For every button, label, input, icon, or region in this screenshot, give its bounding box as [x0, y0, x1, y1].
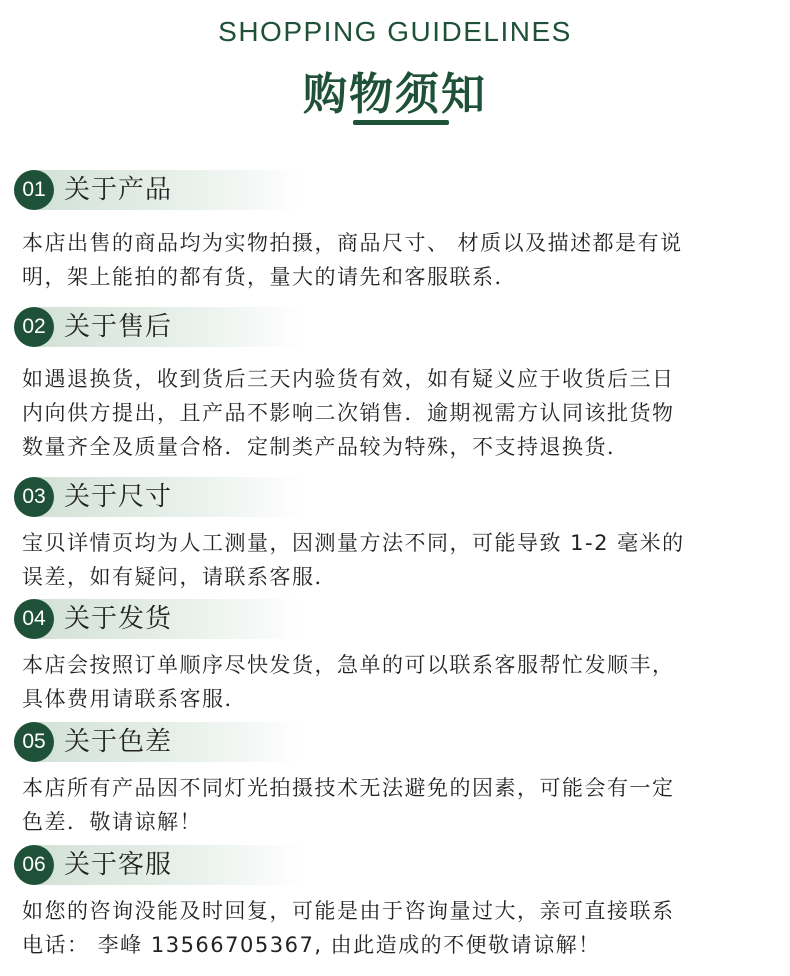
section-title: 关于客服: [64, 850, 173, 880]
section-number-badge: 05: [14, 722, 54, 762]
section-05-body: [22, 771, 772, 839]
section-06-body: [22, 894, 772, 962]
section-04-body: [22, 648, 772, 716]
body-line: 如您的咨询没能及时回复，可能是由于咨询量过大，亲可直接联系: [22, 899, 675, 923]
body-line: 误差，如有疑问，请联系客服．: [22, 565, 337, 589]
section-01-body: [22, 226, 772, 294]
body-line: 宝贝详情页均为人工测量，因测量方法不同，可能导致 1-2 毫米的: [22, 531, 685, 555]
body-line: 本店所有产品因不同灯光拍摄技术无法避免的因素，可能会有一定: [22, 776, 675, 800]
chinese-title: 购物须知: [303, 69, 487, 120]
section-number-badge: 02: [14, 307, 54, 347]
section-title: 关于发货: [64, 604, 173, 634]
section-01-heading: [14, 170, 304, 210]
section-title: 关于产品: [64, 175, 173, 205]
section-04-heading: [14, 599, 304, 639]
body-line: 本店出售的商品均为实物拍摄，商品尺寸、 材质以及描述都是有说: [22, 231, 683, 255]
body-line: 数量齐全及质量合格．定制类产品较为特殊，不支持退换货．: [22, 435, 630, 459]
section-06-heading: [14, 845, 304, 885]
section-03-body: [22, 526, 772, 594]
body-line: 明，架上能拍的都有货，量大的请先和客服联系．: [22, 265, 517, 289]
section-number-badge: 06: [14, 845, 54, 885]
english-title: SHOPPING GUIDELINES: [218, 16, 572, 47]
body-line: 本店会按照订单顺序尽快发货，急单的可以联系客服帮忙发顺丰，: [22, 653, 675, 677]
body-line: 内向供方提出，且产品不影响二次销售．逾期视需方认同该批货物: [22, 401, 675, 425]
section-number-badge: 01: [14, 170, 54, 210]
body-line: 具体费用请联系客服．: [22, 687, 247, 711]
body-line: 电话： 李峰 13566705367, 由此造成的不便敬请谅解！: [22, 933, 601, 957]
section-05-heading: [14, 722, 304, 762]
section-title: 关于尺寸: [64, 482, 173, 512]
section-02-body: [22, 362, 772, 464]
title-underline: [353, 120, 449, 125]
body-line: 色差．敬请谅解！: [22, 810, 202, 834]
body-line: 如遇退换货，收到货后三天内验货有效，如有疑义应于收货后三日: [22, 367, 675, 391]
page-header: [0, 0, 790, 140]
section-number-badge: 03: [14, 477, 54, 517]
section-title: 关于色差: [64, 727, 173, 757]
section-03-heading: [14, 477, 304, 517]
section-02-heading: [14, 307, 304, 347]
section-title: 关于售后: [64, 312, 173, 342]
section-number-badge: 04: [14, 599, 54, 639]
